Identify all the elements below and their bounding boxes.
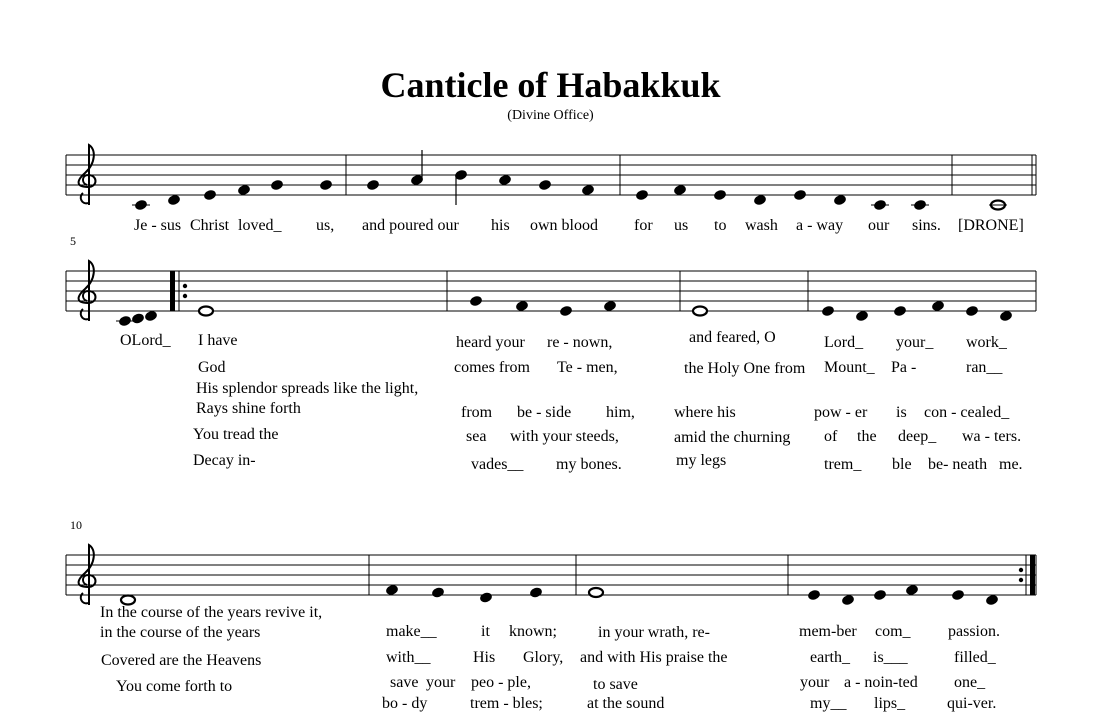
note-head <box>693 307 707 316</box>
lyric-syllable: passion. <box>948 623 1000 640</box>
lyric-syllable: heard your <box>456 334 525 351</box>
lyric-syllable: filled_ <box>954 649 996 666</box>
lyric-syllable: [DRONE] <box>958 217 1024 234</box>
lyric-syllable: be - side <box>517 404 572 421</box>
measure-number-10: 10 <box>70 518 82 532</box>
note-head <box>673 184 686 195</box>
lyric-syllable: Mount_ <box>824 359 875 376</box>
lyric-syllable: and feared, O <box>689 329 776 346</box>
lyric-syllable: qui-ver. <box>947 695 997 712</box>
lyric-syllable: sins. <box>912 217 941 234</box>
repeat-dot <box>1019 568 1023 572</box>
lyric-syllable: us, <box>316 217 335 234</box>
lyric-syllable: OLord_ <box>120 332 171 349</box>
note-head <box>366 179 379 190</box>
lyric-syllable: from <box>461 404 493 421</box>
lyric-syllable: con - cealed_ <box>924 404 1010 421</box>
lyric-syllable: him, <box>606 404 635 421</box>
note-head <box>873 589 886 600</box>
note-head <box>581 184 594 195</box>
lyric-syllable: deep_ <box>898 428 937 445</box>
lyric-syllable: wash <box>745 217 778 234</box>
note-head <box>855 310 868 321</box>
note-head <box>131 313 144 324</box>
repeat-end-thick-bar <box>1030 555 1035 595</box>
lyric-syllable: Lord_ <box>824 334 864 351</box>
note-head <box>529 587 542 598</box>
lyric-syllable: your <box>800 674 830 691</box>
note-head <box>713 189 726 200</box>
lyric-syllable: trem_ <box>824 456 862 473</box>
note-head <box>559 305 572 316</box>
note-head <box>841 594 854 605</box>
lyric-syllable: a - noin-ted <box>844 674 918 691</box>
lyric-syllable: one_ <box>954 674 986 691</box>
lyric-syllable: our <box>868 217 890 234</box>
note-head <box>469 295 482 306</box>
lyric-syllable: Rays shine forth <box>196 400 301 417</box>
lyric-syllable: Christ <box>190 217 230 234</box>
note-head <box>833 194 846 205</box>
lyric-syllable: His splendor spreads like the light, <box>196 380 419 397</box>
lyric-syllable: com_ <box>875 623 911 640</box>
note-head <box>199 307 213 316</box>
note-head <box>538 179 551 190</box>
lyric-syllable: is___ <box>873 649 908 666</box>
lyric-syllable: make__ <box>386 623 437 640</box>
lyric-syllable: Decay in- <box>193 452 256 469</box>
note-head <box>985 594 998 605</box>
note-head <box>479 592 492 603</box>
lyric-syllable: be- neath <box>928 456 988 473</box>
note-head <box>167 194 180 205</box>
lyric-syllable: Je - sus <box>134 217 182 234</box>
lyric-syllable: the <box>857 428 877 445</box>
score-subtitle: (Divine Office) <box>507 108 594 123</box>
lyric-syllable: my__ <box>810 695 847 712</box>
lyric-syllable: in your wrath, re- <box>598 624 710 641</box>
note-head <box>905 584 918 595</box>
note-head <box>965 305 978 316</box>
note-head <box>931 300 944 311</box>
note-head <box>807 589 820 600</box>
lyric-syllable: ran__ <box>966 359 1003 376</box>
note-head <box>319 179 332 190</box>
lyric-syllable: God <box>198 359 226 376</box>
lyric-syllable: with your steeds, <box>510 428 619 445</box>
lyric-syllable: my bones. <box>556 456 622 473</box>
lyric-syllable: your <box>426 674 456 691</box>
lyric-syllable: to <box>714 217 727 234</box>
lyric-syllable: You come forth to <box>116 678 233 695</box>
note-head <box>999 310 1012 321</box>
note-head <box>431 587 444 598</box>
lyric-syllable: save <box>390 674 419 691</box>
note-head <box>144 310 157 321</box>
lyric-syllable: with__ <box>386 649 431 666</box>
lyric-syllable: it <box>481 623 490 640</box>
lyric-syllable: his <box>491 217 510 234</box>
measure-number-5: 5 <box>70 234 76 248</box>
lyric-syllable: earth_ <box>810 649 850 666</box>
lyric-syllable: of <box>824 428 838 445</box>
lyric-syllable: where his <box>674 404 736 421</box>
note-head <box>515 300 528 311</box>
repeat-dot <box>1019 578 1023 582</box>
lyric-syllable: for <box>634 217 653 234</box>
lyric-syllable: Covered are the Heavens <box>101 652 262 669</box>
lyric-syllable: lips_ <box>874 695 906 712</box>
note-head <box>589 588 603 597</box>
lyric-syllable: in the course of the years <box>100 624 261 641</box>
score-title: Canticle of Habakkuk <box>380 65 721 105</box>
note-head <box>385 584 398 595</box>
lyric-syllable: your_ <box>896 334 934 351</box>
lyric-syllable: own blood <box>530 217 598 234</box>
lyric-syllable: known; <box>509 623 557 640</box>
lyric-syllable: ble <box>892 456 912 473</box>
lyric-syllable: loved_ <box>238 217 282 234</box>
note-head <box>237 184 250 195</box>
lyric-syllable: us <box>674 217 689 234</box>
lyric-syllable: vades__ <box>471 456 524 473</box>
lyric-syllable: trem - bles; <box>470 695 543 712</box>
repeat-dot <box>183 294 187 298</box>
lyric-syllable: mem-ber <box>799 623 857 640</box>
lyric-syllable: a - way <box>796 217 844 234</box>
lyric-syllable: comes from <box>454 359 530 376</box>
lyric-syllable: In the course of the years revive it, <box>100 604 323 621</box>
lyric-syllable: sea <box>466 428 487 445</box>
lyric-syllable: to save <box>593 676 638 693</box>
note-head <box>498 174 511 185</box>
note-head <box>203 189 216 200</box>
lyric-syllable: pow - er <box>814 404 868 421</box>
lyric-syllable: wa - ters. <box>962 428 1022 445</box>
repeat-start-thick-bar <box>170 271 175 311</box>
note-head <box>753 194 766 205</box>
lyric-syllable: and with His praise the <box>580 649 728 666</box>
repeat-dot <box>183 284 187 288</box>
lyric-syllable: I have <box>198 332 238 349</box>
lyric-syllable: is <box>896 404 907 421</box>
lyric-syllable: bo - dy <box>382 695 428 712</box>
note-head <box>951 589 964 600</box>
lyric-syllable: You tread the <box>193 426 279 443</box>
lyric-syllable: at the sound <box>587 695 665 712</box>
lyric-syllable: and poured our <box>362 217 459 234</box>
lyric-syllable: me. <box>999 456 1023 473</box>
lyric-syllable: Pa - <box>891 359 917 376</box>
note-head <box>893 305 906 316</box>
lyric-syllable: His <box>473 649 496 666</box>
note-head <box>270 179 283 190</box>
note-head <box>635 189 648 200</box>
lyric-syllable: Te - men, <box>557 359 618 376</box>
lyric-syllable: Glory, <box>523 649 564 666</box>
lyric-syllable: amid the churning <box>674 429 791 446</box>
lyric-syllable: work_ <box>966 334 1007 351</box>
lyric-syllable: re - nown, <box>547 334 613 351</box>
lyric-syllable: peo - ple, <box>471 674 531 691</box>
note-head <box>603 300 616 311</box>
lyric-syllable: my legs <box>676 452 727 469</box>
note-head <box>793 189 806 200</box>
lyric-syllable: the Holy One from <box>684 360 806 377</box>
note-head <box>821 305 834 316</box>
